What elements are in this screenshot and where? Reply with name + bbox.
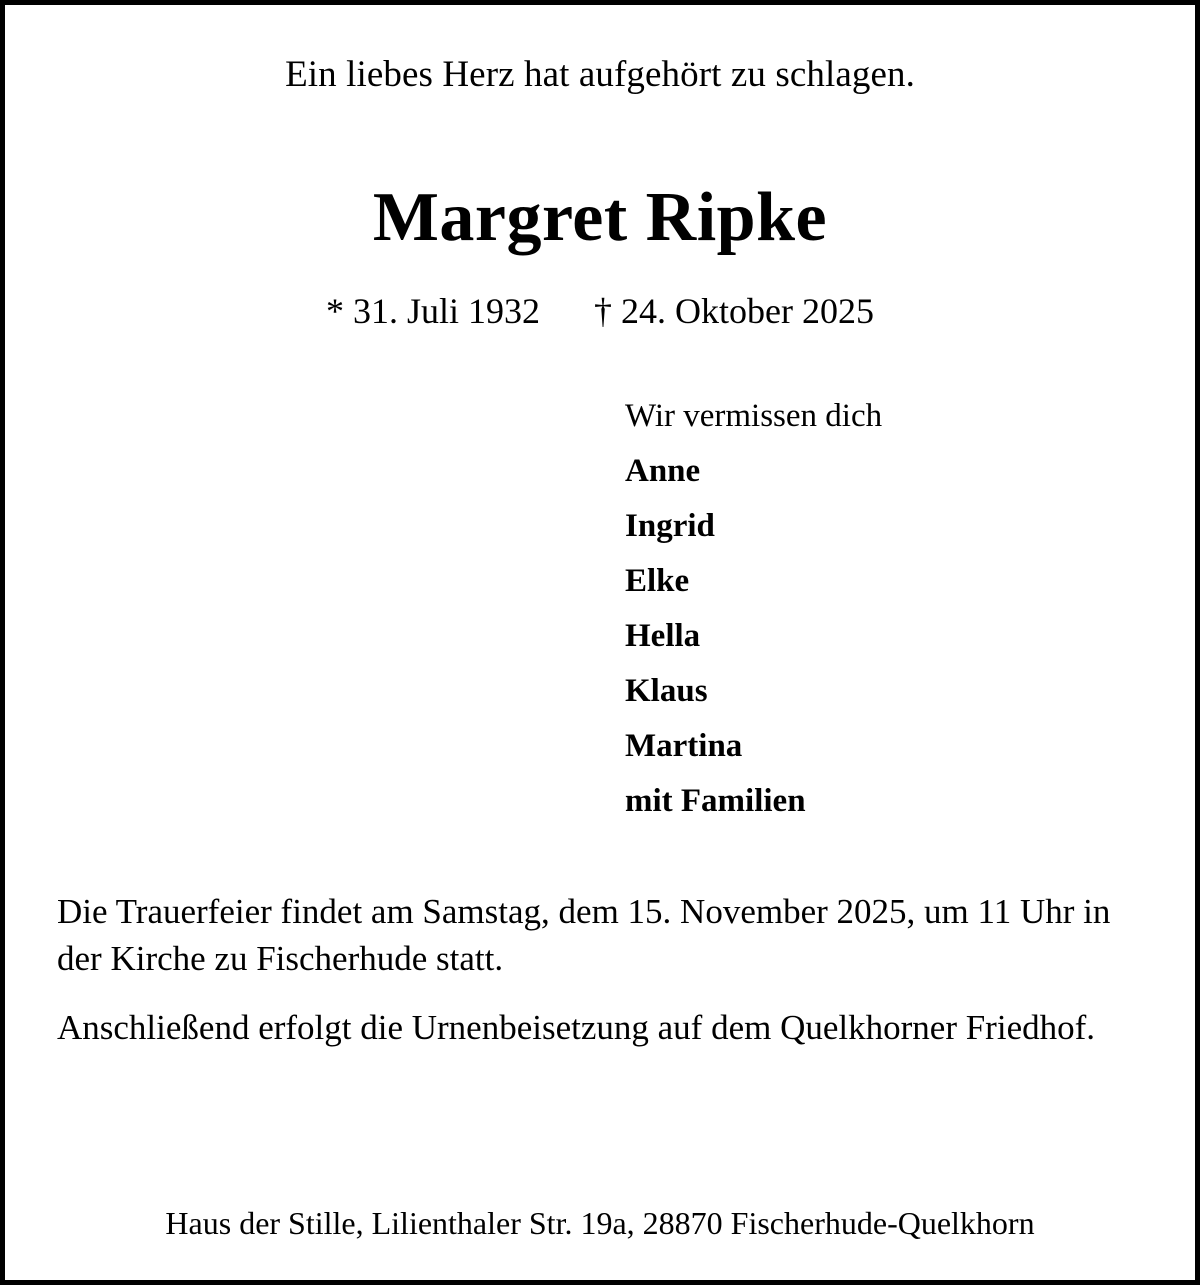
mourner-name: Hella: [625, 617, 701, 654]
service-ceremony-text: Die Trauerfeier findet am Samstag, dem 15. November 2025, um 11 Uhr in der Kirche zu Fischerhude statt.: [57, 891, 1111, 978]
life-dates: [57, 290, 1143, 333]
mourners-block: [57, 397, 1143, 819]
birth-date: * 31. Juli 1932: [326, 291, 541, 332]
service-burial-text: Anschließend erfolgt die Urnenbeisetzung auf dem Quelkhorner Friedhof.: [57, 1008, 1096, 1048]
epitaph-line: Ein liebes Herz hat aufgehört zu schlagen.: [285, 54, 915, 95]
death-date: † 24. Oktober 2025: [594, 291, 874, 332]
mourner-name: Martina: [625, 727, 743, 764]
mourner-name: Ingrid: [625, 507, 715, 544]
venue-address: Haus der Stille, Lilienthaler Str. 19a, 28870 Fischerhude-Quelkhorn: [165, 1204, 1035, 1241]
mourner-family-line: mit Familien: [625, 782, 806, 819]
mourner-name: Elke: [625, 562, 690, 599]
mourner-name: Klaus: [625, 672, 708, 709]
deceased-name: Margret Ripke: [372, 179, 828, 257]
mourner-name: Anne: [625, 452, 701, 489]
mourners-intro: Wir vermissen dich: [625, 397, 883, 434]
service-details: [57, 888, 1143, 1052]
